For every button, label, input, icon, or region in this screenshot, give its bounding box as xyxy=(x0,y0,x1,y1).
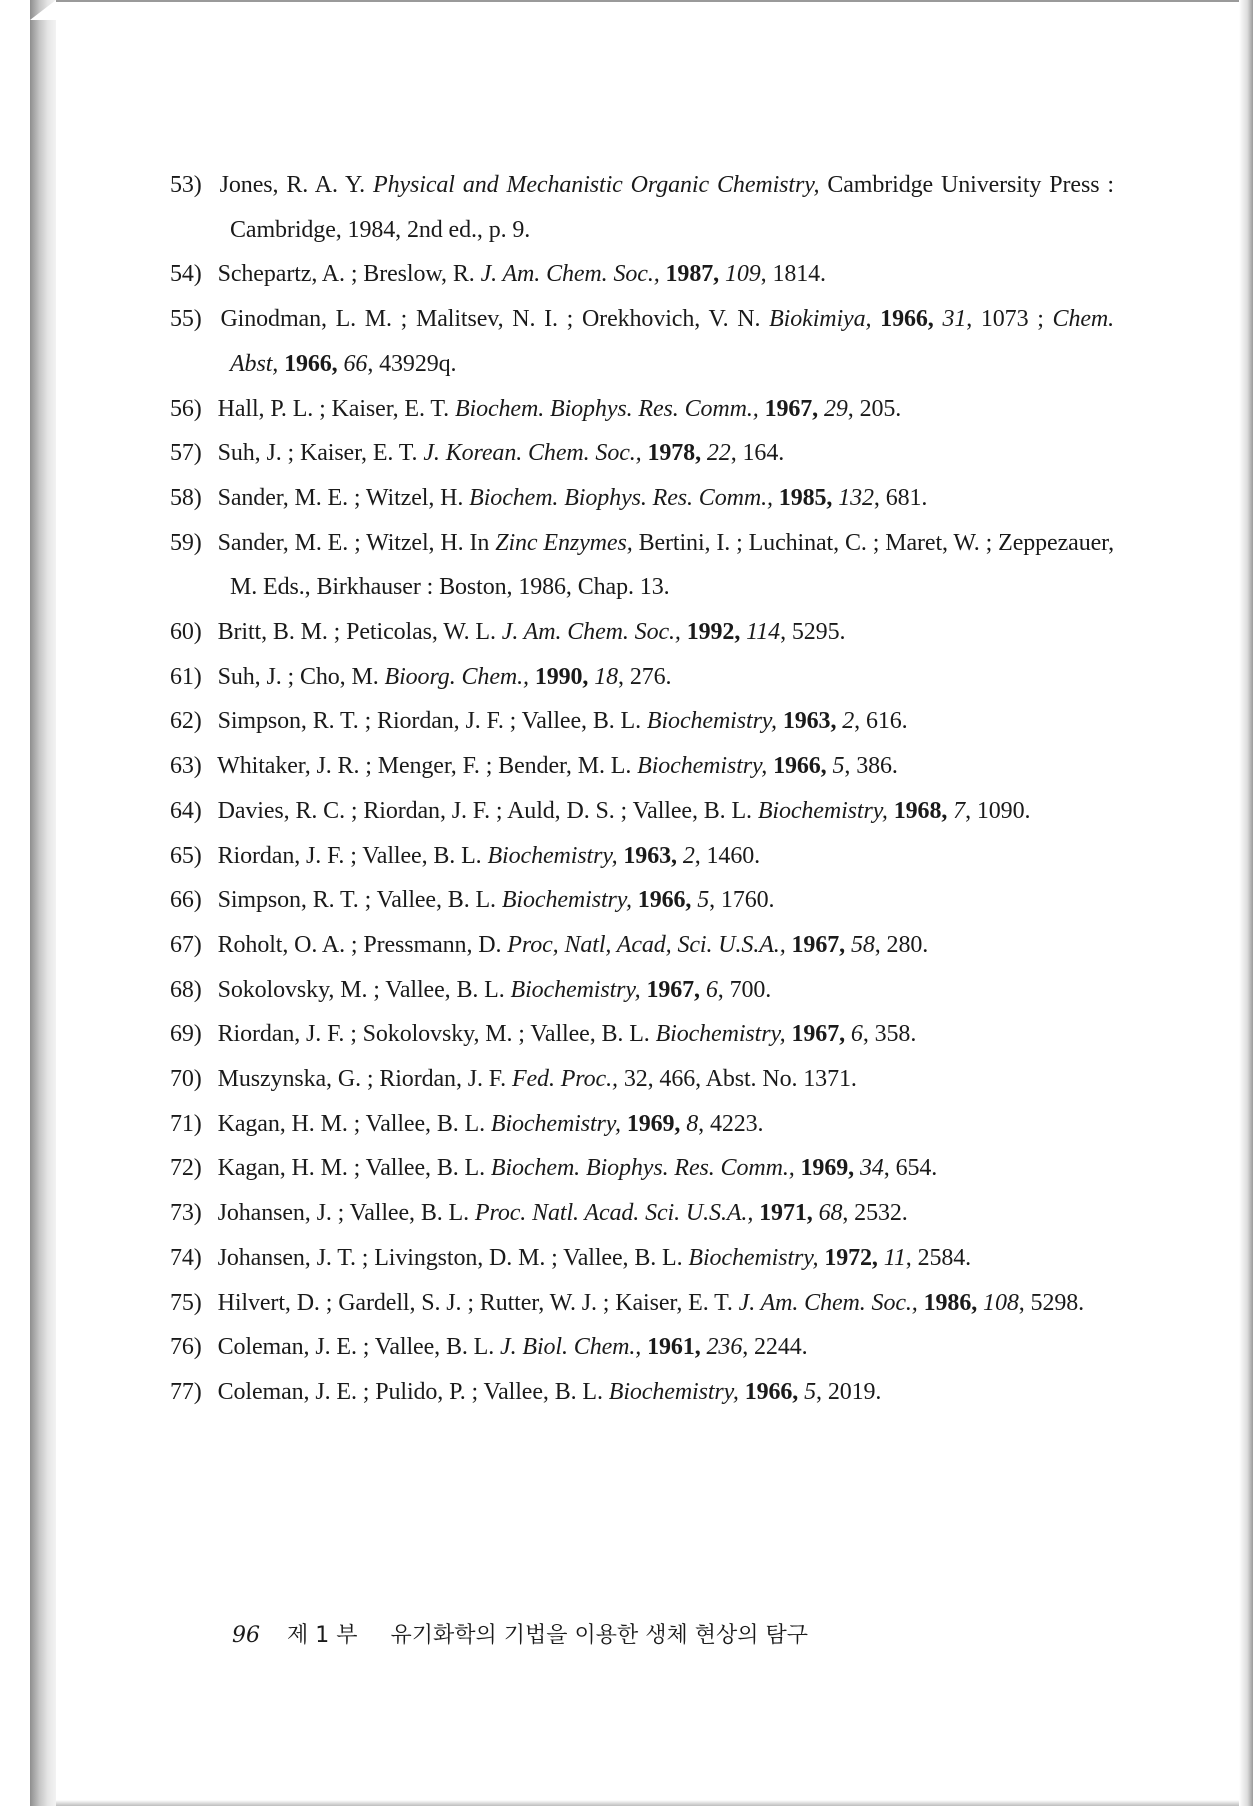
reference-volume: 18 xyxy=(594,663,619,690)
reference-number: 55) xyxy=(170,306,202,333)
reference-number: 66) xyxy=(170,887,202,914)
reference-year: 1966, xyxy=(744,1378,799,1405)
reference-number: 71) xyxy=(170,1110,202,1137)
reference-volume: 11 xyxy=(883,1244,906,1271)
reference-year: 1961, xyxy=(647,1334,701,1361)
reference-item xyxy=(170,878,1114,923)
reference-journal: Biochemistry, xyxy=(487,842,618,869)
reference-number: 67) xyxy=(170,931,202,958)
reference-volume: 2 xyxy=(842,708,855,735)
reference-authors: Suh, J. ; Cho, M. xyxy=(217,663,379,690)
reference-volume: 6 xyxy=(705,976,718,1003)
reference-item xyxy=(170,297,1115,386)
running-title: 유기화학의 기법을 이용한 생체 현상의 탐구 xyxy=(390,1623,809,1648)
reference-item xyxy=(170,1057,1114,1102)
reference-journal: Zinc Enzymes, xyxy=(495,529,633,556)
reference-number: 59) xyxy=(170,529,202,556)
reference-year: 1968, xyxy=(893,797,948,824)
reference-pages: , 2244. xyxy=(742,1334,808,1361)
reference-authors: Coleman, J. E. ; Pulido, P. ; Vallee, B. L. xyxy=(217,1378,603,1405)
reference-pages: , 2532. xyxy=(842,1200,908,1227)
reference-number: 77) xyxy=(170,1378,202,1405)
reference-pages: , 5295. xyxy=(780,619,846,646)
reference-year: 1963, xyxy=(623,842,677,869)
reference-number: 54) xyxy=(170,261,202,288)
reference-volume: 109 xyxy=(724,261,761,288)
reference-year: 1985, xyxy=(778,484,833,511)
reference-list xyxy=(170,163,1115,1415)
reference-year: 1967, xyxy=(791,1021,846,1048)
reference-volume: 66 xyxy=(343,350,368,377)
reference-item xyxy=(170,789,1114,834)
reference-journal: Biochemistry, xyxy=(646,708,777,735)
reference-volume: 5 xyxy=(832,753,845,780)
reference-pages: , 43929q. xyxy=(367,350,457,377)
reference-authors: Simpson, R. T. ; Riordan, J. F. ; Vallee, B. L. xyxy=(217,708,642,735)
reference-journal: Biokimiya, xyxy=(769,306,872,333)
reference-number: 57) xyxy=(170,440,202,467)
reference-item xyxy=(170,655,1114,700)
reference-volume: 7 xyxy=(953,797,966,824)
reference-year: 1967, xyxy=(791,931,846,958)
reference-year: 1969, xyxy=(800,1155,855,1182)
reference-authors: Riordan, J. F. ; Vallee, B. L. xyxy=(217,842,482,869)
reference-number: 53) xyxy=(170,172,202,198)
reference-authors: Ginodman, L. M. ; Malitsev, N. I. ; Orekhovich, V. N. xyxy=(220,306,761,333)
reference-journal: Fed. Proc., xyxy=(511,1066,618,1093)
reference-year: 1971, xyxy=(759,1200,813,1227)
reference-volume: 5 xyxy=(804,1378,817,1405)
reference-authors: Muszynska, G. ; Riordan, J. F. xyxy=(217,1066,507,1093)
reference-number: 70) xyxy=(170,1066,202,1093)
book-spine-shadow xyxy=(30,0,56,1806)
part-label: 제 1 부 xyxy=(287,1623,358,1648)
reference-volume: 114 xyxy=(746,619,781,646)
reference-year: 1966, xyxy=(773,753,827,780)
reference-authors: Britt, B. M. ; Peticolas, W. L. xyxy=(217,619,496,646)
reference-year: 1967, xyxy=(646,976,700,1003)
reference-item xyxy=(170,521,1114,610)
page-top-edge xyxy=(56,0,1239,2)
reference-authors: Hall, P. L. ; Kaiser, E. T. xyxy=(217,395,450,422)
reference-volume: 58 xyxy=(850,931,875,958)
reference-volume: 5 xyxy=(697,887,710,914)
reference-item xyxy=(170,1370,1114,1415)
reference-authors: Schepartz, A. ; Breslow, R. xyxy=(217,261,475,288)
reference-authors: Jones, R. A. Y. xyxy=(219,172,366,198)
reference-number: 69) xyxy=(170,1021,202,1048)
reference-journal: Biochem. Biophys. Res. Comm., xyxy=(469,484,773,511)
reference-year: 1966, xyxy=(880,306,934,333)
reference-details: 32, 466, Abst. No. 1371. xyxy=(623,1066,857,1093)
reference-item xyxy=(170,431,1114,476)
reference-item xyxy=(170,1102,1114,1147)
reference-authors: Riordan, J. F. ; Sokolovsky, M. ; Vallee, B. L. xyxy=(217,1021,650,1048)
reference-pages: , 1814. xyxy=(760,261,826,288)
reference-journal: Physical and Mechanistic Organic Chemistry, xyxy=(373,172,820,198)
reference-number: 74) xyxy=(170,1244,202,1271)
reference-item xyxy=(170,476,1114,521)
reference-item xyxy=(170,1325,1114,1370)
reference-pages: , 2019. xyxy=(816,1378,882,1405)
reference-volume: 6 xyxy=(850,1021,863,1048)
reference-authors: Davies, R. C. ; Riordan, J. F. ; Auld, D. S. ; Vallee, B. L. xyxy=(217,797,752,824)
reference-journal: Biochemistry, xyxy=(757,797,888,824)
reference-number: 61) xyxy=(170,663,202,690)
reference-pages: , 2584. xyxy=(905,1244,972,1271)
reference-journal: Biochemistry, xyxy=(637,753,768,780)
reference-item xyxy=(170,968,1114,1013)
reference-year: 1969, xyxy=(626,1110,681,1137)
reference-authors: Roholt, O. A. ; Pressmann, D. xyxy=(217,931,502,958)
reference-authors: Whitaker, J. R. ; Menger, F. ; Bender, M. L. xyxy=(217,753,632,780)
reference-authors: Sokolovsky, M. ; Vallee, B. L. xyxy=(217,976,505,1003)
reference-year: 1986, xyxy=(923,1289,978,1316)
reference-year: 1972, xyxy=(824,1244,878,1271)
reference-item xyxy=(170,387,1114,432)
reference-pages: , 280. xyxy=(874,931,929,958)
page-footer xyxy=(232,1618,808,1649)
reference-journal: Proc, Natl, Acad, Sci. U.S.A., xyxy=(507,931,786,958)
reference-item xyxy=(170,163,1114,252)
reference-journal: Biochemistry, xyxy=(510,976,641,1003)
reference-volume: 2 xyxy=(682,842,695,869)
reference-item xyxy=(170,1012,1114,1057)
reference-number: 56) xyxy=(170,395,202,422)
reference-details: Cambridge University Press : Cambridge, 1984, 2nd ed., p. 9. xyxy=(230,172,1114,243)
reference-item xyxy=(170,1281,1114,1326)
reference-volume: 132 xyxy=(838,484,874,511)
reference-number: 68) xyxy=(170,976,202,1003)
reference-authors: Suh, J. ; Kaiser, E. T. xyxy=(217,440,418,467)
reference-number: 65) xyxy=(170,842,202,869)
reference-year: 1990, xyxy=(534,663,589,690)
reference-number: 64) xyxy=(170,797,202,824)
reference-authors: Kagan, H. M. ; Vallee, B. L. xyxy=(217,1110,485,1137)
reference-item xyxy=(170,923,1114,968)
reference-journal: Chem. Abst, xyxy=(230,306,1115,377)
reference-journal: J. Am. Chem. Soc., xyxy=(480,261,660,288)
reference-item xyxy=(170,1146,1114,1191)
reference-number: 72) xyxy=(170,1155,202,1182)
reference-volume: 34 xyxy=(859,1155,884,1182)
reference-pages: , 616. xyxy=(854,708,908,735)
reference-number: 60) xyxy=(170,619,202,646)
reference-year: 1963, xyxy=(782,708,837,735)
reference-pages: , 164. xyxy=(730,440,785,467)
reference-year: 1992, xyxy=(686,619,741,646)
reference-authors: Simpson, R. T. ; Vallee, B. L. xyxy=(217,887,496,914)
reference-number: 63) xyxy=(170,753,202,780)
reference-item xyxy=(170,744,1114,789)
reference-journal: J. Korean. Chem. Soc., xyxy=(423,440,642,467)
reference-journal: J. Am. Chem. Soc., xyxy=(501,619,681,646)
page-bottom-edge xyxy=(56,1800,1239,1806)
reference-journal: Biochemistry, xyxy=(655,1021,786,1048)
reference-pages: , 276. xyxy=(618,663,672,690)
reference-pages: , 5298. xyxy=(1018,1289,1085,1316)
reference-year: 1966, xyxy=(284,350,338,377)
reference-item xyxy=(170,699,1114,744)
reference-volume: 108 xyxy=(983,1289,1019,1316)
reference-authors: Coleman, J. E. ; Vallee, B. L. xyxy=(217,1334,495,1361)
reference-volume: 31 xyxy=(942,306,967,333)
reference-journal: Biochemistry, xyxy=(608,1378,739,1405)
reference-pages: , 1760. xyxy=(709,887,775,914)
reference-pages: , 700. xyxy=(717,976,772,1003)
reference-item xyxy=(170,834,1114,879)
reference-year: 1978, xyxy=(647,440,701,467)
reference-authors: Johansen, J. T. ; Livingston, D. M. ; Vallee, B. L. xyxy=(217,1244,683,1271)
reference-pages: , 654. xyxy=(883,1155,938,1182)
reference-pages: , 205. xyxy=(847,395,902,422)
reference-volume: 236 xyxy=(706,1334,743,1361)
reference-authors: Sander, M. E. ; Witzel, H. xyxy=(217,484,464,511)
reference-item xyxy=(170,1236,1114,1281)
reference-pages: , 4223. xyxy=(698,1110,764,1137)
reference-journal: J. Biol. Chem., xyxy=(500,1334,642,1361)
reference-journal: Biochem. Biophys. Res. Comm., xyxy=(490,1155,795,1182)
reference-item xyxy=(170,1191,1114,1236)
reference-item xyxy=(170,252,1114,297)
reference-volume: 8 xyxy=(686,1110,699,1137)
reference-journal: Biochem. Biophys. Res. Comm., xyxy=(454,395,759,422)
reference-journal: Bioorg. Chem., xyxy=(384,663,529,690)
page-right-shadow xyxy=(1239,0,1253,1806)
reference-pages: , 681. xyxy=(873,484,928,511)
reference-number: 76) xyxy=(170,1334,202,1361)
reference-number: 73) xyxy=(170,1200,202,1227)
reference-year: 1967, xyxy=(764,395,819,422)
page-number: 96 xyxy=(232,1623,260,1648)
reference-number: 62) xyxy=(170,708,202,735)
reference-journal: Biochemistry, xyxy=(501,887,632,914)
reference-authors: Kagan, H. M. ; Vallee, B. L. xyxy=(217,1155,485,1182)
reference-number: 58) xyxy=(170,484,202,511)
reference-volume: 68 xyxy=(818,1200,843,1227)
reference-number: 75) xyxy=(170,1289,202,1316)
reference-details: Bertini, I. ; Luchinat, C. ; Maret, W. ; Zeppezauer, M. Eds., Birkhauser : Boston, 1986, Chap. 13. xyxy=(230,529,1114,601)
reference-pages: , 386. xyxy=(844,753,898,780)
reference-journal: J. Am. Chem. Soc., xyxy=(738,1289,918,1316)
reference-authors: Sander, M. E. ; Witzel, H. In xyxy=(217,529,490,556)
reference-pages: , 1460. xyxy=(694,842,761,869)
reference-authors: Johansen, J. ; Vallee, B. L. xyxy=(217,1200,470,1227)
reference-journal: Biochemistry, xyxy=(490,1110,621,1137)
reference-authors: Hilvert, D. ; Gardell, S. J. ; Rutter, W. J. ; Kaiser, E. T. xyxy=(217,1289,733,1316)
reference-year: 1987, xyxy=(665,261,720,288)
reference-volume: 22 xyxy=(706,440,731,467)
reference-pages: , 358. xyxy=(862,1021,917,1048)
reference-journal: Biochemistry, xyxy=(688,1244,819,1271)
reference-volume: 29 xyxy=(823,395,848,422)
reference-item xyxy=(170,610,1114,655)
reference-pages: , 1073 ; xyxy=(966,306,1044,333)
reference-pages: , 1090. xyxy=(965,797,1031,824)
reference-year: 1966, xyxy=(637,887,692,914)
reference-journal: Proc. Natl. Acad. Sci. U.S.A., xyxy=(474,1200,754,1227)
